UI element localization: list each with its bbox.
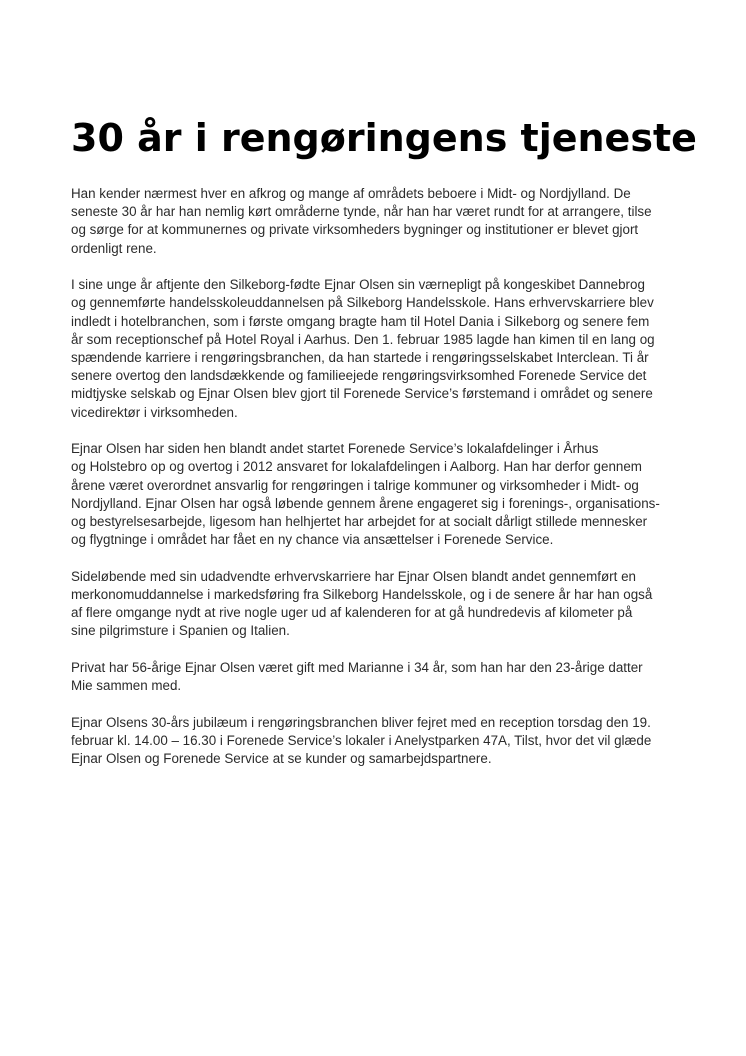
text-line: årene været overordnet ansvarlig for rengøringen i talrige kommuner og virksomheder i Midt- og bbox=[71, 477, 639, 493]
paragraph bbox=[71, 185, 681, 258]
text-line: Sideløbende med sin udadvendte erhvervskarriere har Ejnar Olsen blandt andet gennemført en bbox=[71, 568, 636, 584]
text-line: og gennemførte handelsskoleuddannelsen på Silkeborg Handelsskole. Hans erhvervskarriere blev bbox=[71, 295, 654, 311]
text-line: vicedirektør i virksomheden. bbox=[71, 404, 238, 420]
document-body bbox=[71, 185, 681, 787]
text-line: midtjyske selskab og Ejnar Olsen blev gjort til Forenede Service’s førstemand i området og senere bbox=[71, 386, 653, 402]
text-line: og sørge for at kommunernes og private virksomheders bygninger og institutioner er blevet gjort bbox=[71, 222, 639, 238]
text-line: og flygtninge i området har fået en ny chance via ansættelser i Forenede Service. bbox=[71, 532, 554, 548]
text-line: Ejnar Olsens 30-års jubilæum i rengøringsbranchen bliver fejret med en reception torsdag den 19. bbox=[71, 714, 651, 730]
text-line: af flere omgange nydt at rive nogle uger ud af kalenderen for at gå hundredevis af kilometer på bbox=[71, 605, 633, 621]
text-line: og bestyrelsesarbejde, ligesom han helhjertet har arbejdet for at socialt dårligt stillede mennesker bbox=[71, 514, 648, 530]
paragraph bbox=[71, 276, 681, 422]
text-line: år som receptionschef på Hotel Royal i Aarhus. Den 1. februar 1985 lagde han kimen til en lang og bbox=[71, 331, 655, 347]
text-line: ordenligt rene. bbox=[71, 240, 157, 256]
text-line: Privat har 56-årige Ejnar Olsen været gift med Marianne i 34 år, som han har den 23-årige datter bbox=[71, 660, 643, 676]
text-line: merkonomuddannelse i markedsføring fra Silkeborg Handelsskole, og i de senere år har han også bbox=[71, 587, 653, 603]
document-title: 30 år i rengøringens tjeneste bbox=[71, 116, 697, 160]
text-line: indledt i hotelbranchen, som i første omgang bragte ham til Hotel Dania i Silkeborg og senere fem bbox=[71, 313, 650, 329]
text-line: Nordjylland. Ejnar Olsen har også løbende gennem årene engageret sig i forenings-, organisations- bbox=[71, 495, 660, 511]
text-line: februar kl. 14.00 – 16.30 i Forenede Service’s lokaler i Anelystparken 47A, Tilst, hvor det vil glæde bbox=[71, 733, 652, 749]
paragraph bbox=[71, 714, 681, 769]
text-line: seneste 30 år har han nemlig kørt områderne tynde, når han har været rundt for at arrangere, tilse bbox=[71, 204, 652, 220]
text-line: Ejnar Olsen og Forenede Service at se kunder og samarbejdspartnere. bbox=[71, 751, 492, 767]
text-line: I sine unge år aftjente den Silkeborg-fødte Ejnar Olsen sin værnepligt på kongeskibet Dannebrog bbox=[71, 277, 645, 293]
paragraph bbox=[71, 568, 681, 641]
text-line: sine pilgrimsture i Spanien og Italien. bbox=[71, 623, 290, 639]
text-line: Mie sammen med. bbox=[71, 678, 182, 694]
text-line: spændende karriere i rengøringsbranchen, da han startede i rengøringsselskabet Interclean. Ti år bbox=[71, 350, 649, 366]
text-line: Han kender nærmest hver en afkrog og mange af områdets beboere i Midt- og Nordjylland. De bbox=[71, 186, 631, 201]
text-line: senere overtog den landsdækkende og familieejede rengøringsvirksomhed Forenede Service det bbox=[71, 368, 647, 384]
paragraph bbox=[71, 659, 681, 695]
text-line: og Holstebro op og overtog i 2012 ansvaret for lokalafdelingen i Aalborg. Han har derfor gennem bbox=[71, 459, 642, 475]
paragraph bbox=[71, 440, 681, 549]
text-line: Ejnar Olsen har siden hen blandt andet startet Forenede Service’s lokalafdelinger i Århus bbox=[71, 441, 599, 457]
